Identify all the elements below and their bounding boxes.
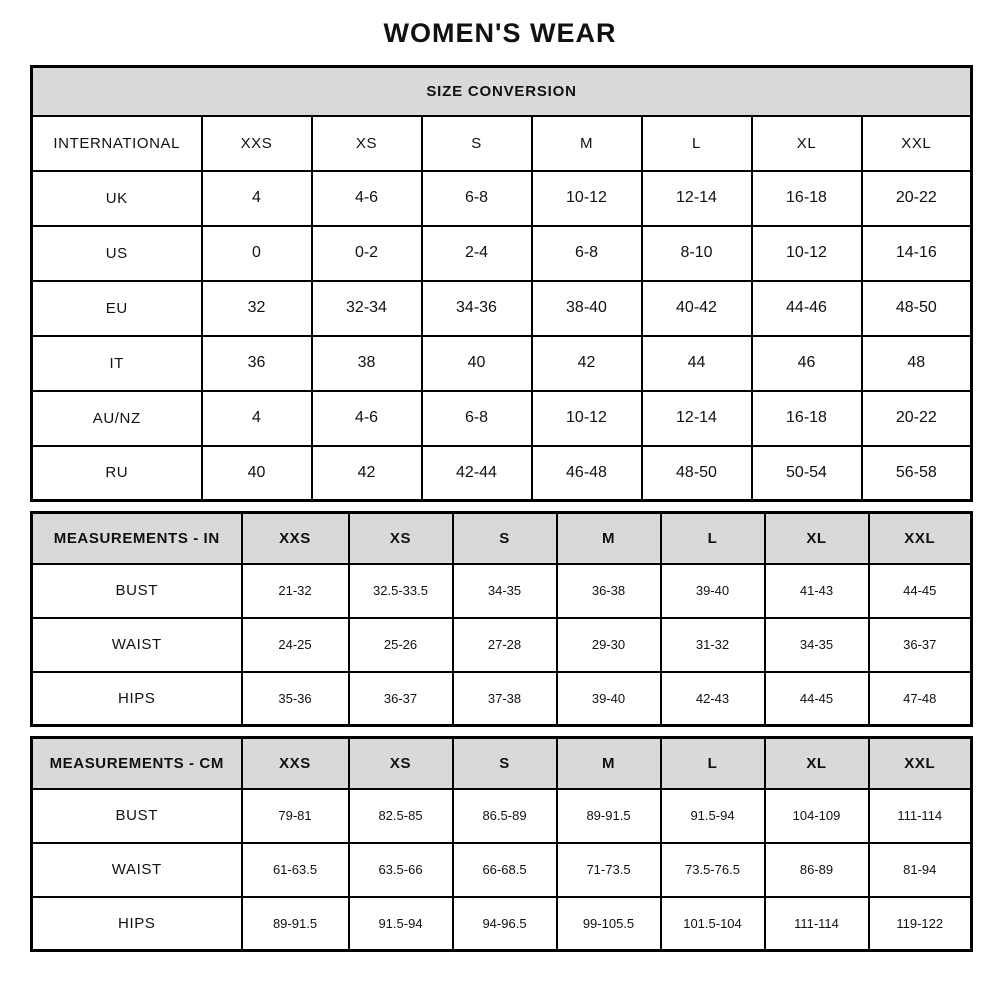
measure-cell: 81-94 <box>869 843 972 897</box>
measure-cell: 66-68.5 <box>453 843 557 897</box>
column-header-xxl: XXL <box>869 738 972 789</box>
column-header-row <box>32 116 972 171</box>
measure-cell: 86.5-89 <box>453 789 557 843</box>
size-cell: 0 <box>202 226 312 281</box>
measure-cell: 111-114 <box>765 897 869 951</box>
measure-cell: 111-114 <box>869 789 972 843</box>
row-label-bust: BUST <box>32 789 242 843</box>
measure-cell: 89-91.5 <box>557 789 661 843</box>
column-header-m: M <box>557 738 661 789</box>
measure-cell: 21-32 <box>242 564 349 618</box>
size-cell: 40 <box>202 446 312 501</box>
size-cell: 36 <box>202 336 312 391</box>
column-header-xs: XS <box>349 513 453 564</box>
measure-cell: 89-91.5 <box>242 897 349 951</box>
measure-cell: 25-26 <box>349 618 453 672</box>
measure-cell: 101.5-104 <box>661 897 765 951</box>
measurements-in-header-row <box>32 513 972 564</box>
measure-cell: 27-28 <box>453 618 557 672</box>
size-cell: 6-8 <box>532 226 642 281</box>
table-row-hips-cm <box>32 897 972 951</box>
size-cell: 44 <box>642 336 752 391</box>
size-cell: 4 <box>202 171 312 226</box>
size-cell: 38 <box>312 336 422 391</box>
table-banner-row <box>32 67 972 116</box>
measure-cell: 73.5-76.5 <box>661 843 765 897</box>
size-cell: 38-40 <box>532 281 642 336</box>
size-cell: 2-4 <box>422 226 532 281</box>
column-header-l: L <box>661 738 765 789</box>
measure-cell: 82.5-85 <box>349 789 453 843</box>
size-cell: 48-50 <box>862 281 972 336</box>
measure-cell: 119-122 <box>869 897 972 951</box>
size-cell: 46-48 <box>532 446 642 501</box>
table-row-it <box>32 336 972 391</box>
measure-cell: 79-81 <box>242 789 349 843</box>
measure-cell: 35-36 <box>242 672 349 726</box>
table-row-bust-in <box>32 564 972 618</box>
size-cell: 10-12 <box>752 226 862 281</box>
measure-cell: 91.5-94 <box>349 897 453 951</box>
measure-cell: 71-73.5 <box>557 843 661 897</box>
column-header-s: S <box>422 116 532 171</box>
measure-cell: 29-30 <box>557 618 661 672</box>
page-title: WOMEN'S WEAR <box>383 18 617 48</box>
size-cell: 10-12 <box>532 171 642 226</box>
size-cell: 20-22 <box>862 171 972 226</box>
column-header-xxs: XXS <box>242 513 349 564</box>
row-label-ru: RU <box>32 446 202 501</box>
size-cell: 40 <box>422 336 532 391</box>
table-row-hips-in <box>32 672 972 726</box>
size-cell: 4-6 <box>312 171 422 226</box>
table-row-waist-cm <box>32 843 972 897</box>
row-label-uk: UK <box>32 171 202 226</box>
measure-cell: 47-48 <box>869 672 972 726</box>
size-cell: 34-36 <box>422 281 532 336</box>
column-header-xl: XL <box>765 513 869 564</box>
size-cell: 4 <box>202 391 312 446</box>
table-row-eu <box>32 281 972 336</box>
size-cell: 10-12 <box>532 391 642 446</box>
size-cell: 50-54 <box>752 446 862 501</box>
row-label-waist: WAIST <box>32 843 242 897</box>
column-header-m: M <box>532 116 642 171</box>
measure-cell: 34-35 <box>765 618 869 672</box>
size-conversion-table <box>30 65 973 502</box>
size-cell: 6-8 <box>422 171 532 226</box>
measure-cell: 32.5-33.5 <box>349 564 453 618</box>
measure-cell: 61-63.5 <box>242 843 349 897</box>
table-row-waist-in <box>32 618 972 672</box>
size-cell: 20-22 <box>862 391 972 446</box>
measure-cell: 34-35 <box>453 564 557 618</box>
column-header-l: L <box>642 116 752 171</box>
size-cell: 4-6 <box>312 391 422 446</box>
row-label-hips: HIPS <box>32 897 242 951</box>
size-cell: 32-34 <box>312 281 422 336</box>
measure-cell: 36-38 <box>557 564 661 618</box>
size-cell: 8-10 <box>642 226 752 281</box>
column-header-xl: XL <box>752 116 862 171</box>
row-label-eu: EU <box>32 281 202 336</box>
table-row-uk <box>32 171 972 226</box>
column-header-xxl: XXL <box>869 513 972 564</box>
measure-cell: 39-40 <box>661 564 765 618</box>
size-cell: 42 <box>532 336 642 391</box>
size-cell: 56-58 <box>862 446 972 501</box>
table-row-bust-cm <box>32 789 972 843</box>
size-cell: 12-14 <box>642 171 752 226</box>
measure-cell: 63.5-66 <box>349 843 453 897</box>
size-cell: 16-18 <box>752 171 862 226</box>
measure-cell: 104-109 <box>765 789 869 843</box>
measure-cell: 44-45 <box>765 672 869 726</box>
table-row-ru <box>32 446 972 501</box>
column-header-l: L <box>661 513 765 564</box>
column-header-xs: XS <box>312 116 422 171</box>
column-header-xxs: XXS <box>202 116 312 171</box>
size-cell: 42-44 <box>422 446 532 501</box>
size-cell: 46 <box>752 336 862 391</box>
size-cell: 42 <box>312 446 422 501</box>
column-header-xs: XS <box>349 738 453 789</box>
measure-cell: 99-105.5 <box>557 897 661 951</box>
measure-cell: 39-40 <box>557 672 661 726</box>
measure-cell: 41-43 <box>765 564 869 618</box>
measure-cell: 36-37 <box>869 618 972 672</box>
column-header-international: INTERNATIONAL <box>32 116 202 171</box>
column-header-xl: XL <box>765 738 869 789</box>
size-cell: 16-18 <box>752 391 862 446</box>
row-label-hips: HIPS <box>32 672 242 726</box>
column-header-m: M <box>557 513 661 564</box>
row-label-aunz: AU/NZ <box>32 391 202 446</box>
measure-cell: 42-43 <box>661 672 765 726</box>
row-label-us: US <box>32 226 202 281</box>
column-header-s: S <box>453 738 557 789</box>
measure-cell: 86-89 <box>765 843 869 897</box>
column-header-xxs: XXS <box>242 738 349 789</box>
table-row-aunz <box>32 391 972 446</box>
size-cell: 6-8 <box>422 391 532 446</box>
size-cell: 14-16 <box>862 226 972 281</box>
row-label-waist: WAIST <box>32 618 242 672</box>
measurements-in-header: MEASUREMENTS - IN <box>32 513 242 564</box>
size-cell: 0-2 <box>312 226 422 281</box>
measurements-cm-table <box>30 736 973 952</box>
measure-cell: 94-96.5 <box>453 897 557 951</box>
column-header-xxl: XXL <box>862 116 972 171</box>
measure-cell: 91.5-94 <box>661 789 765 843</box>
measure-cell: 24-25 <box>242 618 349 672</box>
measurements-cm-header: MEASUREMENTS - CM <box>32 738 242 789</box>
size-cell: 48 <box>862 336 972 391</box>
measurements-in-table <box>30 511 973 727</box>
size-conversion-header: SIZE CONVERSION <box>32 67 972 116</box>
size-cell: 32 <box>202 281 312 336</box>
measure-cell: 44-45 <box>869 564 972 618</box>
size-cell: 40-42 <box>642 281 752 336</box>
size-cell: 12-14 <box>642 391 752 446</box>
measure-cell: 36-37 <box>349 672 453 726</box>
table-row-us <box>32 226 972 281</box>
column-header-s: S <box>453 513 557 564</box>
row-label-bust: BUST <box>32 564 242 618</box>
measure-cell: 37-38 <box>453 672 557 726</box>
size-cell: 44-46 <box>752 281 862 336</box>
row-label-it: IT <box>32 336 202 391</box>
measurements-cm-header-row <box>32 738 972 789</box>
size-cell: 48-50 <box>642 446 752 501</box>
measure-cell: 31-32 <box>661 618 765 672</box>
